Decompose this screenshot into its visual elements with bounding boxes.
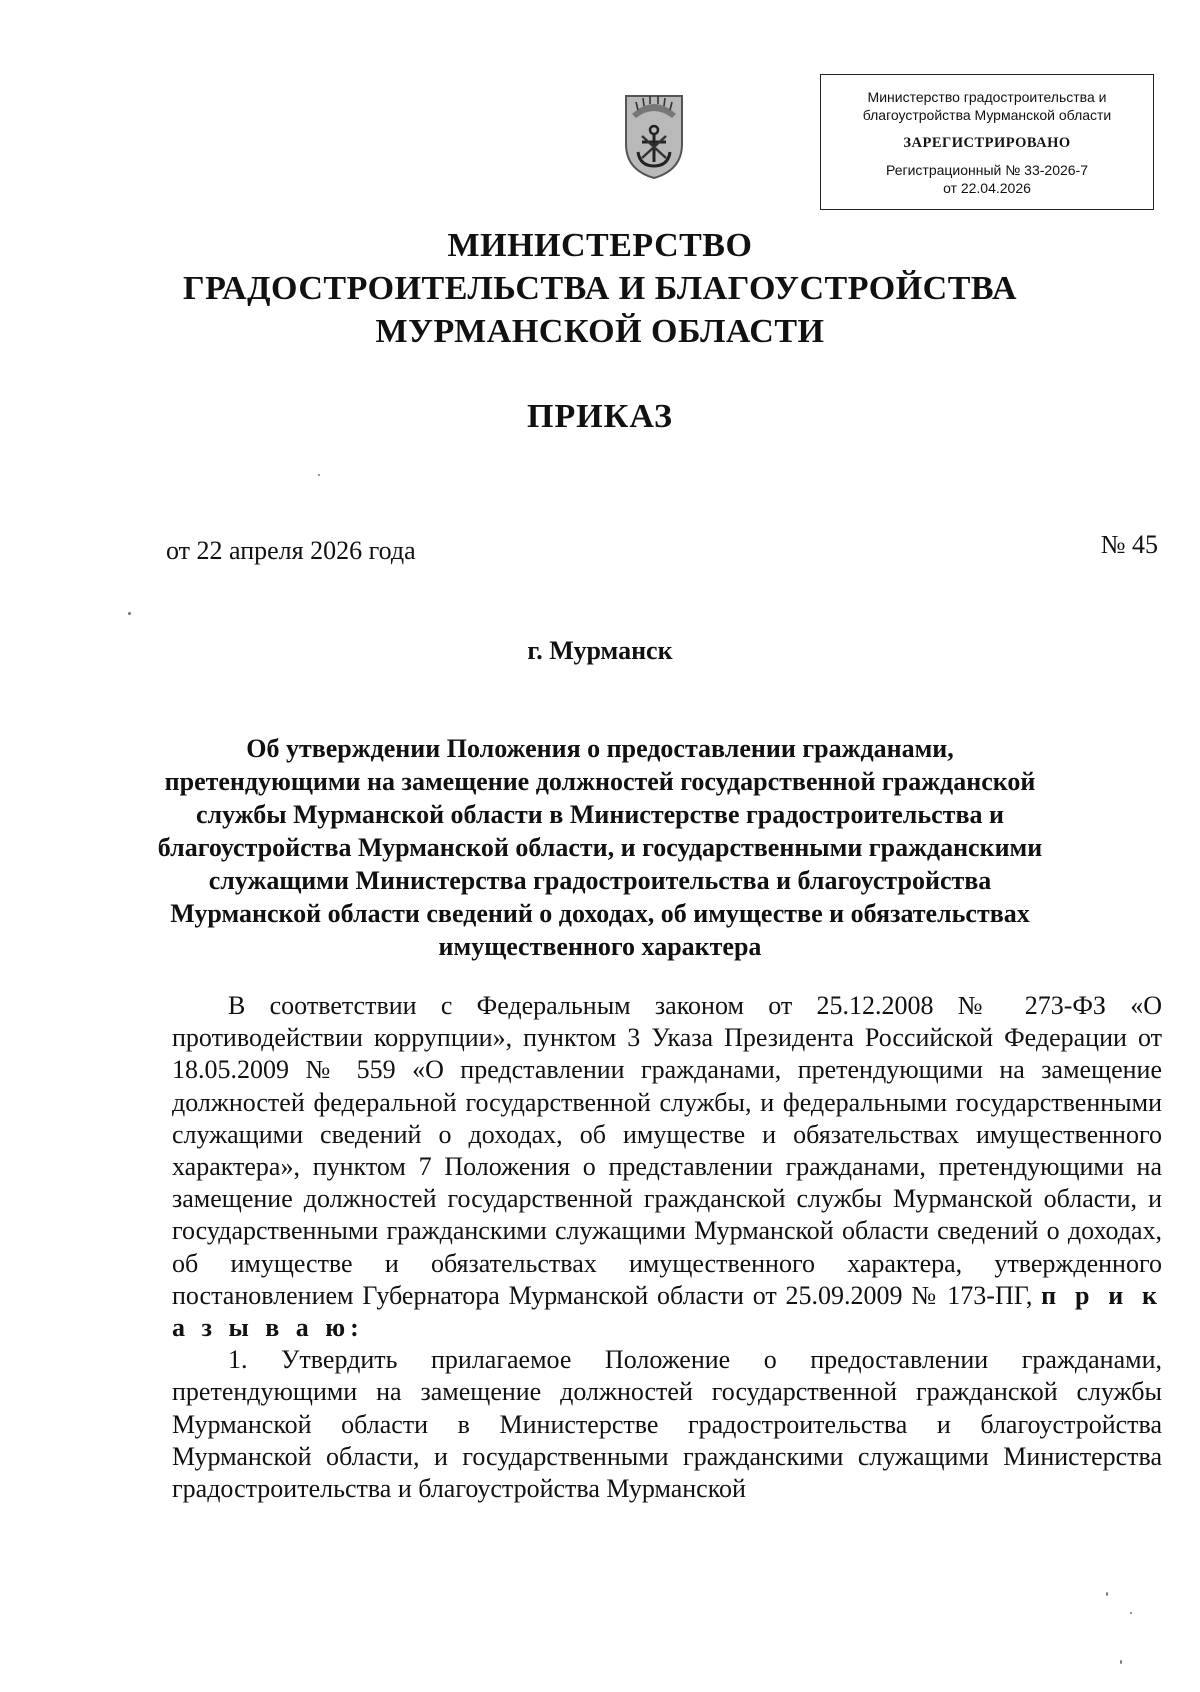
- document-body: [172, 990, 1162, 1505]
- stamp-organization: Министерство градостроительства и благоустройства Мурманской области: [862, 89, 1112, 123]
- stamp-registration-date: от 22.04.2026: [943, 180, 1031, 196]
- stamp-registration-number: Регистрационный № 33-2026-7: [885, 162, 1088, 178]
- scan-speck: [1106, 1592, 1108, 1596]
- document-type: ПРИКАЗ: [527, 398, 673, 435]
- scan-speck: [128, 612, 131, 615]
- document-city: г. Мурманск: [527, 636, 673, 665]
- document-subject: Об утверждении Положения о предоставлении гражданами, претендующими на замещение должностей государственной гражданской службы Мурманской области в Министерстве градостроительства и благоустройства Мурманской области, и государственными гражданскими служащими Министерства градостроительства и благоустройства Мурманской области сведений о доходах, об имуществе и обязательствах имущественного характера: [157, 734, 1043, 961]
- preamble-text: В соответствии с Федеральным законом от 25.12.2008 № 273-ФЗ «О противодействии коррупции», пунктом 3 Указа Президента Российской Федерации от 18.05.2009 № 559 «О представлении гражданами, претендующими на замещение должностей федеральной государственной службы, и федеральными государственными служащими сведений о доходах, об имуществе и обязательствах имущественного характера», пунктом 7 Положения о представлении гражданами, претендующими на замещение должностей государственной гражданской службы Мурманской области, и государственными гражданскими служащими Мурманской области сведений о доходах, об имуществе и обязательствах имущественного характера, утвержденного постановлением Губернатора Мурманской области от 25.09.2009 № 173-ПГ,: [172, 991, 1162, 1310]
- ministry-line-2: ГРАДОСТРОИТЕЛЬСТВА И БЛАГОУСТРОЙСТВА: [183, 270, 1017, 307]
- scan-speck: [318, 474, 320, 476]
- coat-of-arms-emblem: [622, 92, 686, 180]
- document-number: № 45: [1100, 530, 1158, 559]
- ministry-line-1: МИНИСТЕРСТВО: [447, 227, 753, 264]
- document-date: от 22 апреля 2026 года: [166, 536, 416, 565]
- item-1-paragraph: 1. Утвердить прилагаемое Положение о предоставлении гражданами, претендующими на замещение должностей государственной гражданской службы Мурманской области в Министерстве градостроительства и благоустройства Мурманской области, и государственными гражданскими служащими Министерства градостроительства и благоустройства Мурманской: [172, 1345, 1162, 1504]
- registration-stamp: [820, 74, 1154, 210]
- stamp-status: ЗАРЕГИСТРИРОВАНО: [903, 135, 1071, 151]
- scan-speck: [1120, 1660, 1122, 1664]
- ministry-line-3: МУРМАНСКОЙ ОБЛАСТИ: [375, 313, 825, 350]
- ministry-heading: [0, 224, 1200, 353]
- order-word: п р и к а з ы в а ю:: [172, 1280, 1162, 1343]
- preamble-paragraph: [172, 990, 1162, 1344]
- scan-speck: [1130, 1612, 1132, 1614]
